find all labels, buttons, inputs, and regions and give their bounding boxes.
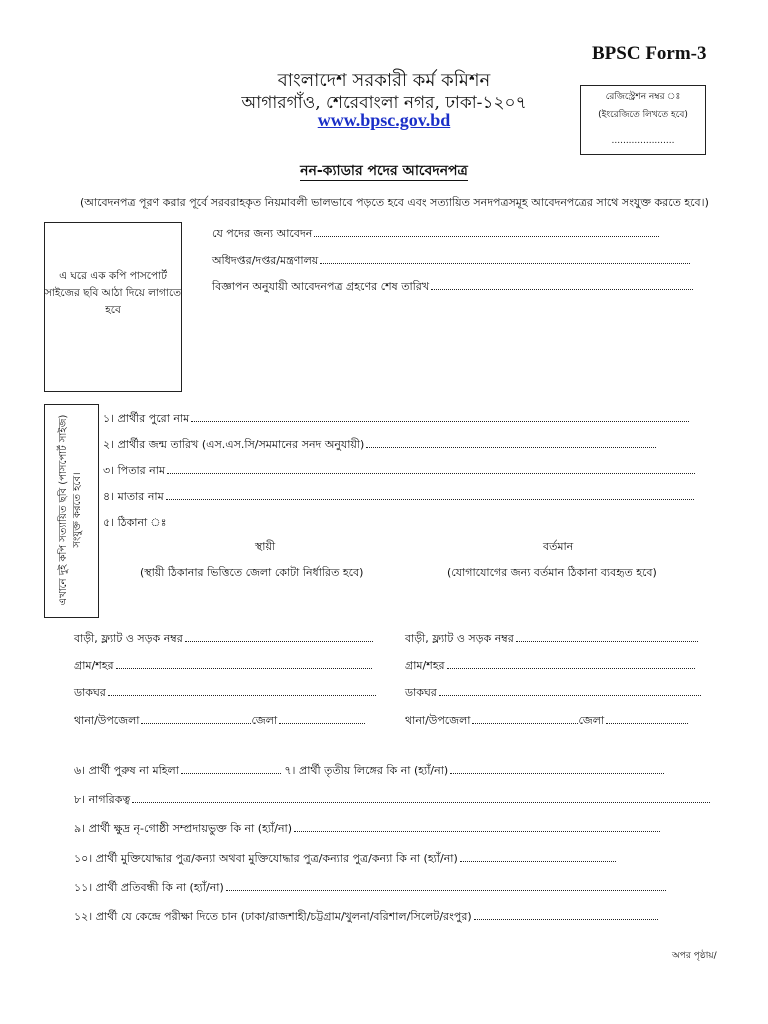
pres-thana-label: থানা/উপজেলা	[405, 714, 471, 727]
org-address: আগারগাঁও, শেরেবাংলা নগর, ঢাকা-১২০৭	[241, 93, 527, 113]
present-address-title: বর্তমান	[543, 540, 574, 553]
perm-post-office-label: ডাকঘর	[74, 686, 106, 699]
gender-label: ৬। প্রার্থী পুরুষ না মহিলা	[74, 764, 179, 777]
third-gender-label: ৭। প্রার্থী তৃতীয় লিঙ্গের কি না (হ্যাঁ/না)	[284, 764, 449, 777]
perm-house-field[interactable]	[74, 630, 373, 649]
permanent-address-title: স্থায়ী	[255, 540, 276, 553]
pres-house-label: বাড়ী, ফ্ল্যাট ও সড়ক নম্বর	[405, 632, 514, 645]
department-label: অধিদপ্তর/দপ্তর/মন্ত্রণালয়	[212, 254, 319, 267]
gender-field[interactable]	[74, 762, 664, 781]
org-name: বাংলাদেশ সরকারী কর্ম কমিশন	[277, 70, 491, 91]
father-name-blank[interactable]	[167, 463, 695, 474]
deadline-label: বিজ্ঞাপন অনুযায়ী আবেদনপত্র গ্রহণের শেষ তারিখ	[212, 280, 430, 293]
department-blank[interactable]	[320, 253, 690, 264]
pres-district-label: জেলা	[578, 714, 605, 727]
perm-thana-blank[interactable]	[141, 713, 251, 724]
ethnic-label: ৯। প্রার্থী ক্ষুদ্র নৃ-গোষ্ঠী সম্প্রদায়ভুক্ত কি না (হ্যাঁ/না)	[74, 822, 293, 835]
freedom-fighter-blank[interactable]	[460, 851, 616, 862]
full-name-label: ১। প্রার্থীর পুরো নাম	[103, 412, 190, 425]
pres-village-blank[interactable]	[447, 658, 695, 669]
mother-name-blank[interactable]	[166, 489, 694, 500]
post-blank[interactable]	[314, 226, 659, 237]
pres-house-blank[interactable]	[516, 631, 698, 642]
form-title-text: নন-ক্যাডার পদের আবেদনপত্র	[300, 163, 468, 179]
pres-thana-blank[interactable]	[472, 713, 578, 724]
perm-post-office-blank[interactable]	[108, 685, 376, 696]
deadline-field[interactable]	[212, 278, 693, 297]
mother-name-field[interactable]	[103, 488, 694, 507]
pres-district-blank[interactable]	[606, 713, 688, 724]
perm-house-label: বাড়ী, ফ্ল্যাট ও সড়ক নম্বর	[74, 632, 183, 645]
perm-district-label: জেলা	[251, 714, 278, 727]
disability-label: ১১। প্রার্থী প্রতিবন্ধী কি না (হ্যাঁ/না)	[74, 881, 224, 894]
form-code: BPSC Form-3	[592, 43, 707, 64]
perm-village-label: গ্রাম/শহর	[74, 659, 114, 672]
mother-name-label: ৪। মাতার নাম	[103, 490, 164, 503]
birth-date-label: ২। প্রার্থীর জন্ম তারিখ (এস.এস.সি/সমমানের সনদ অনুযায়ী)	[103, 438, 365, 451]
third-gender-blank[interactable]	[450, 763, 664, 774]
full-name-blank[interactable]	[191, 411, 689, 422]
perm-post-office-field[interactable]	[74, 684, 376, 703]
father-name-label: ৩। পিতার নাম	[103, 464, 166, 477]
post-label: যে পদের জন্য আবেদন	[212, 227, 313, 240]
ethnic-blank[interactable]	[294, 821, 660, 832]
registration-note: (ইংরেজিতে লিখতে হবে)	[598, 110, 688, 120]
citizenship-label: ৮। নাগরিকত্ব	[74, 793, 131, 806]
pres-post-office-label: ডাকঘর	[405, 686, 437, 699]
pres-post-office-field[interactable]	[405, 684, 701, 703]
perm-thana-field[interactable]	[74, 712, 365, 731]
deadline-blank[interactable]	[431, 279, 693, 290]
exam-center-field[interactable]	[74, 908, 658, 927]
perm-thana-label: থানা/উপজেলা	[74, 714, 140, 727]
registration-label: রেজিস্ট্রেশন নম্বর ঃ	[605, 92, 681, 102]
full-name-field[interactable]	[103, 410, 689, 429]
gender-blank[interactable]	[181, 763, 281, 774]
attested-photo-text: এখানে দুই কপি সত্যায়িত ছবি (পাসপোর্ট সাইজ) সংযুক্ত করতে হবে।	[57, 414, 83, 606]
photo-box-text: এ ঘরে এক কপি পাসপোর্ট সাইজের ছবি আঠা দিয়ে লাগাতে হবে	[44, 270, 182, 316]
perm-village-field[interactable]	[74, 657, 372, 676]
exam-center-blank[interactable]	[474, 909, 658, 920]
pres-post-office-blank[interactable]	[439, 685, 701, 696]
org-website-link[interactable]: www.bpsc.gov.bd	[317, 110, 451, 130]
permanent-address-note: (স্থায়ী ঠিকানার ভিত্তিতে জেলা কোটা নির্ধারিত হবে)	[140, 566, 364, 579]
page-turn-note: অপর পৃষ্ঠায়/	[672, 951, 717, 961]
form-title	[0, 159, 768, 183]
instruction-text: (আবেদনপত্র পূরণ করার পূর্বে সরবরাহকৃত নিয়মাবলী ভালভাবে পড়তে হবে এবং সত্যায়িত সনদপত্রসমূহ আবেদনপত্রের সাথে সংযুক্ত করতে হবে।)	[80, 196, 709, 209]
present-address-note: (যোগাযোগের জন্য বর্তমান ঠিকানা ব্যবহৃত হবে)	[447, 566, 657, 579]
birth-date-blank[interactable]	[366, 437, 656, 448]
pres-house-field[interactable]	[405, 630, 698, 649]
citizenship-field[interactable]	[74, 791, 710, 810]
pres-village-field[interactable]	[405, 657, 695, 676]
freedom-fighter-label: ১০। প্রার্থী মুক্তিযোদ্ধার পুত্র/কন্যা অথবা মুক্তিযোদ্ধার পুত্র/কন্যার পুত্র/কন্যা কি না (হ্যাঁ/না)	[74, 852, 458, 865]
birth-date-field[interactable]	[103, 436, 656, 455]
registration-blank[interactable]: ......................	[611, 136, 675, 146]
perm-house-blank[interactable]	[185, 631, 373, 642]
post-field[interactable]	[212, 225, 659, 244]
address-label: ৫। ঠিকানা ঃ	[103, 516, 167, 529]
father-name-field[interactable]	[103, 462, 695, 481]
attested-photo-text-wrap	[44, 404, 97, 616]
freedom-fighter-field[interactable]	[74, 850, 616, 869]
pres-thana-field[interactable]	[405, 712, 688, 731]
perm-village-blank[interactable]	[116, 658, 372, 669]
exam-center-label: ১২। প্রার্থী যে কেন্দ্রে পরীক্ষা দিতে চান (ঢাকা/রাজশাহী/চট্টগ্রাম/খুলনা/বরিশাল/সিলেট/রংপুর)	[74, 910, 472, 923]
citizenship-blank[interactable]	[132, 792, 710, 803]
registration-box	[580, 85, 706, 155]
ethnic-field[interactable]	[74, 820, 660, 839]
department-field[interactable]	[212, 252, 690, 271]
pres-village-label: গ্রাম/শহর	[405, 659, 445, 672]
disability-blank[interactable]	[226, 880, 666, 891]
disability-field[interactable]	[74, 879, 666, 898]
perm-district-blank[interactable]	[279, 713, 365, 724]
